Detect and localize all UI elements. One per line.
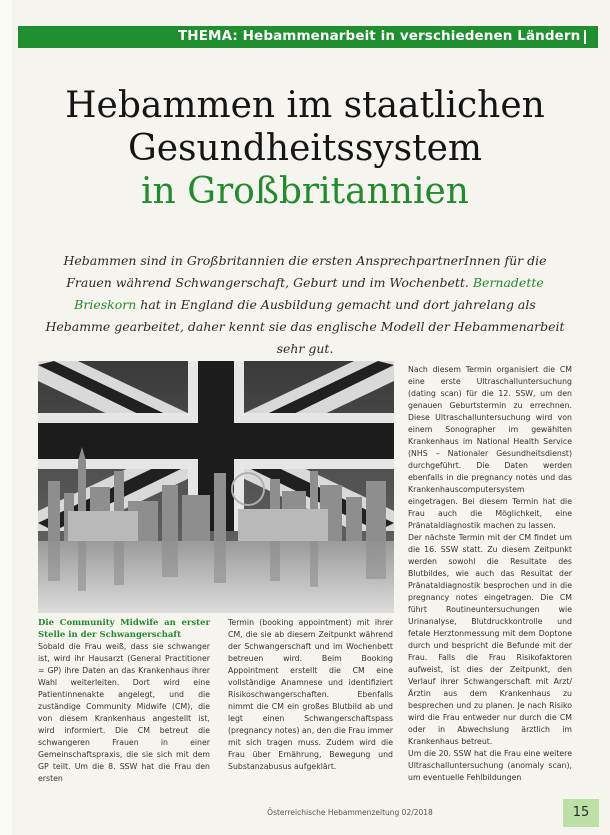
article-subhead: Die Community Midwife an erster Stelle in der Schwangerschaft [38, 618, 210, 640]
page-number-tab [563, 799, 599, 827]
article-column-1 [38, 617, 210, 785]
banner-divider [584, 30, 586, 44]
banner-text: THEMA: Hebammenarbeit in verschiedenen Ländern [178, 28, 581, 44]
article-column-3-para-3: Um die 20. SSW hat die Frau eine weitere Ultraschalluntersuchung (anomaly scan), um eventuelle Fehlbildungen [408, 749, 572, 782]
title-line-3: in Großbritannien [141, 171, 469, 212]
article-column-2 [228, 617, 393, 773]
page-gutter [0, 0, 12, 835]
article-column-2-text: Termin (booking appointment) mit ihrer CM, die sie ab diesem Zeitpunkt während der Schwangerschaft und im Wochenbett betreuen wird. Beim Booking Appointment erstellt die CM eine vollständige Anamnese und identifiziert Risikoschwangerschaften. Ebenfalls nimmt die CM ein großes Blutbild ab und legt einen Schwangerschaftspass (pregnancy notes) an, den die Frau immer mit sich tragen muss. Zudem wird die Frau über Ernährung, Bewegung und Substanzabusus aufgeklärt. [228, 618, 393, 771]
author-name: Bernadette Brieskorn [74, 275, 544, 312]
topic-banner [18, 26, 598, 48]
title-line-1: Hebammen im staatlichen [65, 85, 545, 126]
article-column-1-text: Sobald die Frau weiß, dass sie schwanger ist, wird ihr Hausarzt (General Practitioner = GP) ihre Daten an das Krankenhaus ihrer Wahl weiterleiten. Dort wird eine Patientinnenakte angelegt, und die zuständige Community Midwife (CM), die von diesem Krankenhaus angestellt ist, wird informiert. Die CM betreut die schwangeren Frauen in einer Gemeinschaftspraxis, die sie sich mit dem GP teilt. Um die 8. SSW hat die Frau den ersten [38, 642, 210, 783]
article-column-3 [408, 364, 572, 784]
intro-text-1: Hebammen sind in Großbritannien die ersten AnsprechpartnerInnen für die Frauen während Schwangerschaft, Geburt und im Wochenbett. [63, 253, 547, 290]
union-jack-london-photo [38, 361, 394, 613]
article-column-3-para-1: Nach diesem Termin organisiert die CM eine erste Ultraschalluntersuchung (dating scan) für die 12. SSW, um den genauen Geburtstermin zu errechnen. Diese Ultraschalluntersuchung wird von einem Sonographer im gewählten Krankenhaus im National Health Service (NHS – Nationaler Gesundheitsdienst) durchgeführt. Die Daten werden ebenfalls in die pregnancy notes und das Krankenhauscomputersystem eingetragen. Bei diesem Termin hat die Frau auch die Möglichkeit, eine Pränataldiagnostik machen zu lassen. [408, 365, 572, 530]
intro-text-2: hat in England die Ausbildung gemacht und dort jahrelang als Hebamme gearbeitet, daher kennt sie das englische Modell der Hebammenarbeit sehr gut. [45, 297, 565, 356]
article-column-3-para-2: Der nächste Termin mit der CM findet um die 16. SSW statt. Zu diesem Zeitpunkt werden sowohl die Resultate des Blutbildes, wie auch das Resultat der Pränataldiagnostik besprochen und in die pregnancy notes eingetragen. Die CM führt Routineuntersuchungen wie Urinanalyse, Blutdruckkontrolle und fetale Herztonmessung mit dem Doptone durch und bespricht die Befunde mit der Frau. Falls die Frau Risikofaktoren aufweist, ist dies der Zeitpunkt, den Verlauf ihrer Schwangerschaft mit Arzt/Ärztin aus dem Krankenhaus zu besprechen und zu planen. Je nach Risiko wird die Frau entweder nur durch die CM oder in Abwechslung ärztlich im Krankenhaus betreut. [408, 533, 572, 746]
journal-footer: Österreichische Hebammenzeitung 02/2018 [267, 808, 433, 817]
page-title [20, 84, 590, 213]
photo-illustration [38, 361, 394, 613]
title-line-2: Gesundheitssystem [127, 128, 483, 169]
page-number: 15 [572, 805, 590, 820]
intro-paragraph [40, 250, 570, 360]
